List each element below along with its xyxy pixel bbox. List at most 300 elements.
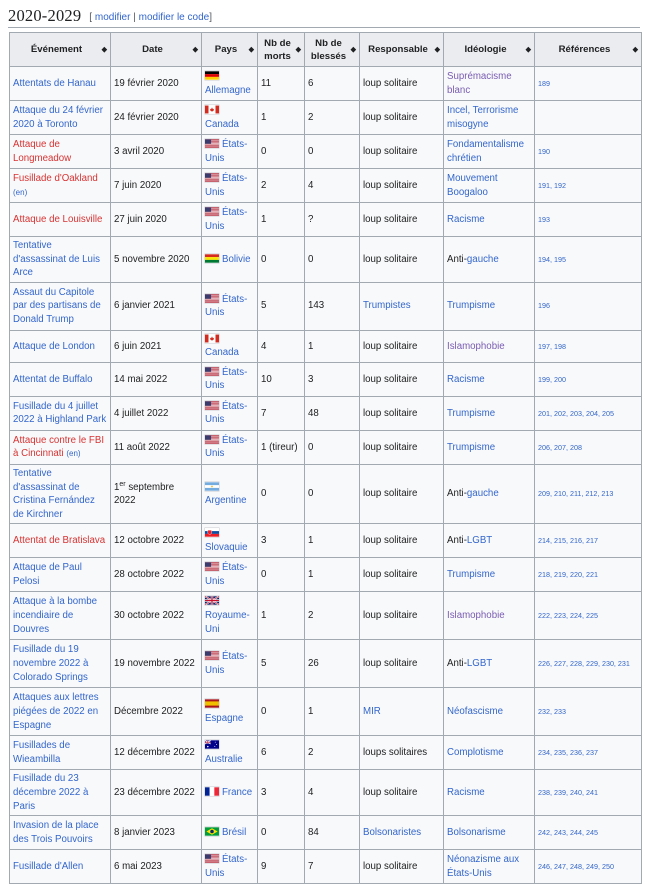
responsible-cell — [360, 169, 444, 203]
responsible-cell — [360, 816, 444, 850]
responsible-cell — [360, 592, 444, 640]
lang-link-en[interactable]: (en) — [66, 449, 81, 459]
date-text: 8 janvier 2023 — [114, 826, 175, 838]
country-link[interactable]: États-Unis — [205, 206, 248, 232]
ideology-link[interactable]: LGBT — [466, 658, 493, 670]
date-text: Décembre 2022 — [114, 706, 183, 718]
references-cell — [535, 396, 642, 430]
reference-links[interactable]: 246, 247, 248, 249, 250 — [538, 861, 614, 871]
date-cell — [111, 282, 202, 330]
event-link[interactable]: Attaque de London — [13, 340, 95, 352]
date-text: 5 novembre 2020 — [114, 253, 190, 265]
responsible-text: loup solitaire — [363, 658, 418, 670]
country-link[interactable]: Espagne — [205, 712, 244, 724]
date-cell — [111, 524, 202, 558]
date-text: 19 novembre 2022 — [114, 658, 195, 670]
ideology-cell — [444, 592, 535, 640]
ideology-cell — [444, 524, 535, 558]
country-link[interactable]: Canada — [205, 118, 239, 130]
event-cell — [10, 524, 111, 558]
responsible-cell — [360, 770, 444, 816]
usa-flag-icon — [205, 435, 222, 446]
table-row — [10, 688, 642, 736]
ideology-cell — [444, 464, 535, 523]
date-cell — [111, 203, 202, 237]
table-row — [10, 135, 642, 169]
reference-links[interactable]: 218, 219, 220, 221 — [538, 570, 598, 580]
table-row — [10, 592, 642, 640]
ideology-cell — [444, 169, 535, 203]
event-cell — [10, 592, 111, 640]
australia-flag-icon — [205, 740, 222, 751]
injured-cell: 7 — [305, 850, 360, 884]
deaths-cell: 0 — [258, 464, 305, 523]
ideology-cell — [444, 736, 535, 770]
event-link[interactable]: Attaques aux lettres piégées de 2022 en Espagne — [13, 692, 99, 731]
reference-links[interactable]: 226, 227, 228, 229, 230, 231 — [538, 659, 630, 669]
event-link[interactable]: Attentat de Buffalo — [13, 373, 93, 385]
reference-links[interactable]: 191, 192 — [538, 180, 566, 190]
date-cell — [111, 464, 202, 523]
table-row — [10, 396, 642, 430]
responsible-text: loup solitaire — [363, 441, 418, 453]
reference-links[interactable]: 196 — [538, 301, 550, 311]
event-cell — [10, 135, 111, 169]
references-cell — [535, 282, 642, 330]
col-header-ideology[interactable]: Idéologie ◆ — [444, 33, 535, 67]
col-header-deaths[interactable]: Nb de morts ◆ — [258, 33, 305, 67]
country-link[interactable]: Bolivie — [222, 253, 251, 265]
references-cell — [535, 464, 642, 523]
reference-links[interactable]: 209, 210, 211, 212, 213 — [538, 489, 614, 499]
sort-icon: ◆ — [632, 46, 638, 53]
event-link[interactable]: Fusillade du 23 décembre 2022 à Paris — [13, 773, 89, 812]
responsible-cell — [360, 736, 444, 770]
responsible-text: loup solitaire — [363, 213, 418, 225]
event-link[interactable]: Attaque de Paul Pelosi — [13, 562, 82, 587]
france-flag-icon — [205, 787, 222, 798]
deaths-cell: 0 — [258, 558, 305, 592]
injured-cell: 2 — [305, 101, 360, 135]
responsible-text: loups solitaires — [363, 747, 428, 759]
injured-cell: 3 — [305, 362, 360, 396]
ideology-link[interactable]: Racisme — [447, 213, 485, 225]
responsible-text: loup solitaire — [363, 253, 418, 265]
edit-section-links — [89, 12, 212, 23]
responsible-cell — [360, 67, 444, 101]
responsible-cell — [360, 464, 444, 523]
responsible-cell — [360, 330, 444, 362]
country-link[interactable]: États-Unis — [205, 651, 248, 676]
responsible-cell — [360, 203, 444, 237]
deaths-cell: 4 — [258, 330, 305, 362]
country-cell — [202, 688, 258, 736]
edit-bracket-close: ] — [209, 12, 212, 23]
usa-flag-icon — [205, 562, 222, 573]
ideology-link[interactable]: Néofascisme — [447, 706, 503, 718]
ideology-cell — [444, 362, 535, 396]
references-cell — [535, 736, 642, 770]
event-link[interactable]: Fusillade du 19 novembre 2022 à Colorado Springs — [13, 644, 89, 683]
events-table — [9, 32, 642, 884]
country-link[interactable]: États-Unis — [205, 138, 248, 164]
event-cell — [10, 396, 111, 430]
sort-icon: ◆ — [192, 46, 198, 53]
table-row — [10, 464, 642, 523]
germany-flag-icon — [205, 71, 222, 82]
ideology-link[interactable]: Racisme — [447, 786, 485, 798]
sort-icon: ◆ — [101, 46, 107, 53]
col-header-references[interactable]: Références ◆ — [535, 33, 642, 67]
date-cell — [111, 101, 202, 135]
date-text: 6 janvier 2021 — [114, 300, 175, 312]
injured-cell: 2 — [305, 736, 360, 770]
date-text: 28 octobre 2022 — [114, 569, 185, 581]
ideology-cell — [444, 850, 535, 884]
responsible-cell — [360, 396, 444, 430]
deaths-cell: 9 — [258, 850, 305, 884]
references-cell — [535, 770, 642, 816]
event-link[interactable]: Fusillade du 4 juillet 2022 à Highland Park — [13, 400, 107, 426]
lang-link-en[interactable]: (en) — [13, 187, 28, 197]
ideology-text: Anti- — [447, 535, 467, 547]
event-cell — [10, 362, 111, 396]
event-cell — [10, 430, 111, 464]
deaths-cell: 0 — [258, 237, 305, 283]
ideology-cell — [444, 816, 535, 850]
event-cell — [10, 736, 111, 770]
date-cell — [111, 640, 202, 688]
ideology-link[interactable]: Islamophobie — [447, 610, 505, 622]
date-cell — [111, 396, 202, 430]
date-text: 24 février 2020 — [114, 111, 179, 123]
country-link[interactable]: États-Unis — [205, 400, 248, 426]
responsible-cell — [360, 362, 444, 396]
deaths-cell: 11 — [258, 67, 305, 101]
deaths-cell: 7 — [258, 396, 305, 430]
responsible-text: loup solitaire — [363, 373, 418, 385]
country-link[interactable]: Royaume-Uni — [205, 610, 250, 635]
responsible-text: loup solitaire — [363, 407, 418, 419]
references-cell — [535, 67, 642, 101]
event-cell — [10, 640, 111, 688]
country-link[interactable]: Australie — [205, 753, 243, 765]
table-row — [10, 770, 642, 816]
deaths-cell: 1 — [258, 592, 305, 640]
responsible-cell — [360, 135, 444, 169]
event-link[interactable]: Invasion de la place des Trois Pouvoirs — [13, 820, 99, 845]
injured-cell: 0 — [305, 430, 360, 464]
injured-cell: ? — [305, 203, 360, 237]
sort-icon: ◆ — [295, 46, 301, 53]
country-cell — [202, 396, 258, 430]
edit-code-link[interactable]: modifier le code — [138, 12, 210, 23]
ideology-cell — [444, 430, 535, 464]
ideology-link[interactable]: Trumpisme — [447, 300, 496, 312]
country-cell — [202, 524, 258, 558]
date-text: 27 juin 2020 — [114, 213, 167, 225]
reference-links[interactable]: 201, 202, 203, 204, 205 — [538, 408, 614, 418]
event-cell — [10, 282, 111, 330]
country-cell — [202, 67, 258, 101]
event-cell — [10, 816, 111, 850]
date-text: 11 août 2022 — [114, 441, 170, 453]
references-cell — [535, 850, 642, 884]
date-cell — [111, 169, 202, 203]
event-link[interactable]: Tentative d'assassinat de Cristina Fernández de Kirchner — [13, 467, 95, 520]
usa-flag-icon — [205, 294, 222, 305]
responsible-cell — [360, 237, 444, 283]
reference-links[interactable]: 199, 200 — [538, 374, 566, 384]
ideology-cell — [444, 688, 535, 736]
ideology-cell — [444, 67, 535, 101]
country-link[interactable]: France — [222, 786, 253, 798]
references-cell — [535, 330, 642, 362]
date-text: 19 février 2020 — [114, 77, 179, 89]
responsible-cell — [360, 430, 444, 464]
event-link[interactable]: Attaque à la bombe incendiaire de Douvres — [13, 596, 98, 635]
date-cell — [111, 816, 202, 850]
country-cell — [202, 850, 258, 884]
responsible-link[interactable]: MIR — [363, 706, 381, 718]
usa-flag-icon — [205, 173, 222, 184]
event-cell — [10, 237, 111, 283]
reference-links[interactable]: 193 — [538, 214, 550, 224]
col-header-date[interactable]: Date ◆ — [111, 33, 202, 67]
ideology-link[interactable]: Complotisme — [447, 747, 504, 759]
responsible-text: loup solitaire — [363, 535, 418, 547]
ideology-link[interactable]: Suprémacisme blanc — [447, 70, 512, 96]
event-cell — [10, 203, 111, 237]
table-row — [10, 850, 642, 884]
injured-cell: 4 — [305, 770, 360, 816]
edit-link[interactable]: modifier — [94, 12, 131, 23]
responsible-text: loup solitaire — [363, 488, 418, 500]
ideology-cell — [444, 101, 535, 135]
col-header-responsible[interactable]: Responsable ◆ — [360, 33, 444, 67]
usa-flag-icon — [205, 651, 222, 662]
ideology-link[interactable]: gauche — [466, 253, 499, 265]
table-row — [10, 101, 642, 135]
ideology-link[interactable]: Bolsonarisme — [447, 826, 506, 838]
country-link[interactable]: États-Unis — [205, 854, 248, 879]
responsible-cell — [360, 524, 444, 558]
country-link[interactable]: Brésil — [222, 826, 247, 838]
country-cell — [202, 816, 258, 850]
country-cell — [202, 430, 258, 464]
reference-links[interactable]: 214, 215, 216, 217 — [538, 536, 598, 546]
reference-links[interactable]: 238, 239, 240, 241 — [538, 787, 598, 797]
responsible-text: loup solitaire — [363, 179, 418, 191]
ideology-link[interactable]: Mouvement Boogaloo — [447, 172, 498, 198]
ideology-link[interactable]: Fondamentalisme chrétien — [447, 138, 524, 164]
date-cell — [111, 736, 202, 770]
event-link[interactable]: Fusillades de Wieambilla — [13, 740, 71, 765]
responsible-link[interactable]: Trumpistes — [363, 300, 411, 312]
reference-links[interactable]: 232, 233 — [538, 707, 566, 717]
canada-flag-icon — [205, 105, 222, 116]
ideology-link[interactable]: Trumpisme — [447, 569, 496, 581]
table-row — [10, 237, 642, 283]
col-header-event[interactable]: Événement ◆ — [10, 33, 111, 67]
reference-links[interactable]: 206, 207, 208 — [538, 442, 582, 452]
responsible-cell — [360, 688, 444, 736]
ideology-cell — [444, 558, 535, 592]
spain-flag-icon — [205, 699, 222, 710]
table-row — [10, 169, 642, 203]
ideology-link[interactable]: Islamophobie — [447, 340, 505, 352]
event-link[interactable]: Attaque du 24 février 2020 à Toronto — [13, 104, 103, 130]
references-cell — [535, 558, 642, 592]
date-cell — [111, 362, 202, 396]
country-link[interactable]: États-Unis — [205, 562, 248, 587]
references-cell — [535, 640, 642, 688]
responsible-text: loup solitaire — [363, 77, 418, 89]
date-ordinal: er — [119, 480, 126, 488]
usa-flag-icon — [205, 401, 222, 412]
date-cell — [111, 770, 202, 816]
ideology-link[interactable]: Trumpisme — [447, 407, 496, 419]
table-row — [10, 430, 642, 464]
injured-cell: 6 — [305, 67, 360, 101]
event-link[interactable]: Fusillade d'Oakland — [13, 172, 98, 184]
country-cell — [202, 558, 258, 592]
date-cell — [111, 558, 202, 592]
injured-cell: 4 — [305, 169, 360, 203]
date-text: 3 avril 2020 — [114, 145, 165, 157]
usa-flag-icon — [205, 139, 222, 150]
col-header-injured[interactable]: Nb de blessés ◆ — [305, 33, 360, 67]
event-link[interactable]: Attaque de Louisville — [13, 213, 103, 225]
date-text: 12 octobre 2022 — [114, 535, 185, 547]
canada-flag-icon — [205, 334, 222, 345]
country-cell — [202, 101, 258, 135]
section-heading — [0, 0, 647, 26]
references-cell — [535, 816, 642, 850]
references-cell — [535, 362, 642, 396]
date-cell — [111, 430, 202, 464]
deaths-cell: 5 — [258, 282, 305, 330]
bolivia-flag-icon — [205, 254, 222, 265]
table-row — [10, 203, 642, 237]
country-cell — [202, 237, 258, 283]
event-link[interactable]: Attentats de Hanau — [13, 77, 96, 89]
reference-links[interactable]: 189 — [538, 78, 550, 88]
country-cell — [202, 362, 258, 396]
country-link[interactable]: États-Unis — [205, 172, 248, 198]
ideology-link[interactable]: gauche — [466, 488, 499, 500]
table-row — [10, 558, 642, 592]
event-cell — [10, 688, 111, 736]
date-text: 6 juin 2021 — [114, 340, 162, 352]
ideology-cell — [444, 770, 535, 816]
deaths-cell: 0 — [258, 688, 305, 736]
event-link[interactable]: Assaut du Capitole par des partisans de Donald Trump — [13, 286, 101, 326]
ideology-cell — [444, 396, 535, 430]
event-link[interactable]: Fusillade d'Allen — [13, 860, 84, 872]
ideology-cell — [444, 203, 535, 237]
country-link[interactable]: États-Unis — [205, 293, 248, 319]
references-cell — [535, 524, 642, 558]
event-link[interactable]: Attaque contre le FBI à Cincinnati — [13, 434, 105, 460]
country-cell — [202, 640, 258, 688]
event-cell — [10, 558, 111, 592]
reference-links[interactable]: 197, 198 — [538, 341, 566, 351]
table-row — [10, 67, 642, 101]
country-link[interactable]: Allemagne — [205, 84, 251, 96]
ideology-text: Anti- — [447, 488, 467, 500]
event-cell — [10, 67, 111, 101]
responsible-text: loup solitaire — [363, 569, 418, 581]
date-cell — [111, 850, 202, 884]
section-title: 2020-2029 — [8, 6, 82, 25]
event-link[interactable]: Attentat de Bratislava — [13, 535, 106, 547]
sort-icon: ◆ — [434, 46, 440, 53]
date-text: 7 juin 2020 — [114, 179, 162, 191]
country-link[interactable]: Argentine — [205, 495, 247, 507]
responsible-link[interactable]: Bolsonaristes — [363, 826, 422, 838]
country-link[interactable]: États-Unis — [205, 366, 248, 392]
ideology-link[interactable]: LGBT — [466, 535, 493, 547]
reference-links[interactable]: 242, 243, 244, 245 — [538, 827, 598, 837]
reference-links[interactable]: 190 — [538, 146, 550, 156]
references-cell — [535, 430, 642, 464]
references-cell — [535, 101, 642, 135]
injured-cell: 0 — [305, 135, 360, 169]
responsible-text: loup solitaire — [363, 860, 418, 872]
country-cell — [202, 169, 258, 203]
deaths-cell: 5 — [258, 640, 305, 688]
reference-links[interactable]: 222, 223, 224, 225 — [538, 611, 598, 621]
injured-cell: 0 — [305, 464, 360, 523]
usa-flag-icon — [205, 854, 222, 865]
col-header-country[interactable]: Pays ◆ — [202, 33, 258, 67]
deaths-cell: 3 — [258, 770, 305, 816]
date-text: 14 mai 2022 — [114, 373, 168, 385]
ideology-link[interactable]: Incel, Terrorisme misogyne — [447, 104, 519, 130]
event-link[interactable]: Tentative d'assassinat de Luis Arce — [13, 240, 100, 279]
ideology-cell — [444, 640, 535, 688]
ideology-link[interactable]: Racisme — [447, 373, 485, 385]
country-cell — [202, 592, 258, 640]
country-link[interactable]: États-Unis — [205, 434, 248, 460]
deaths-cell: 1 — [258, 101, 305, 135]
ideology-cell — [444, 135, 535, 169]
responsible-text: loup solitaire — [363, 786, 418, 798]
ideology-link[interactable]: Trumpisme — [447, 441, 496, 453]
table-row — [10, 640, 642, 688]
edit-bracket-open: [ — [89, 12, 93, 23]
injured-cell: 1 — [305, 558, 360, 592]
reference-links[interactable]: 234, 235, 236, 237 — [538, 748, 598, 758]
ideology-cell — [444, 282, 535, 330]
responsible-text: loup solitaire — [363, 145, 418, 157]
ideology-text: Anti- — [447, 658, 467, 670]
country-link[interactable]: Slovaquie — [205, 541, 248, 553]
ideology-link[interactable]: Néonazisme aux États-Unis — [447, 854, 520, 879]
responsible-cell — [360, 850, 444, 884]
table-row — [10, 282, 642, 330]
injured-cell: 0 — [305, 237, 360, 283]
date-cell — [111, 237, 202, 283]
reference-links[interactable]: 194, 195 — [538, 254, 566, 264]
event-link[interactable]: Attaque de Longmeadow — [13, 138, 72, 164]
responsible-cell — [360, 282, 444, 330]
responsible-cell — [360, 640, 444, 688]
country-link[interactable]: Canada — [205, 347, 239, 359]
date-text: 4 juillet 2022 — [114, 407, 169, 419]
responsible-cell — [360, 101, 444, 135]
